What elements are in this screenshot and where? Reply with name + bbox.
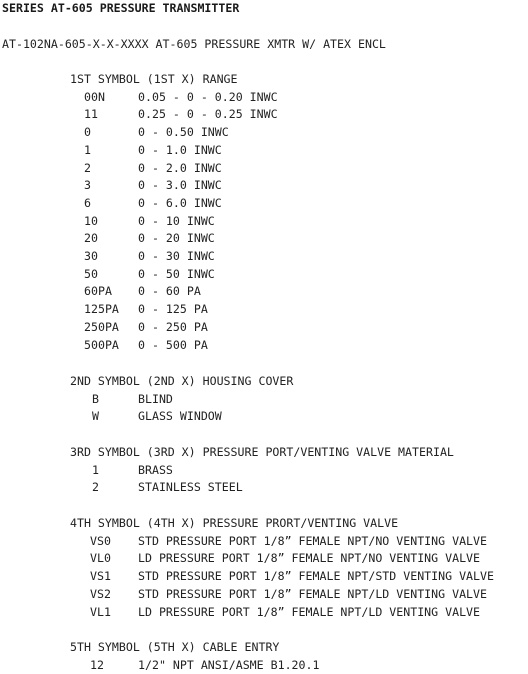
option-code: 30 [84,249,98,263]
option-code: 10 [84,213,98,228]
section-heading: 2ND SYMBOL (2ND X) HOUSING COVER [70,374,294,388]
option-description: LD PRESSURE PORT 1/8” FEMALE NPT/NO VENTING VALVE [138,551,481,566]
option-description: 0 - 500 PA [138,337,208,352]
option-description: STD PRESSURE PORT 1/8” FEMALE NPT/STD VENTING VALVE [138,569,494,584]
section-heading: 3RD SYMBOL (3RD X) PRESSURE PORT/VENTING VALVE MATERIAL [70,445,454,459]
section-heading: 5TH SYMBOL (5TH X) CABLE ENTRY [70,640,280,654]
section-heading: 4TH SYMBOL (4TH X) PRESSURE PRORT/VENTING VALVE [70,516,399,530]
option-description: LD PRESSURE PORT 1/8” FEMALE NPT/LD VENTING VALVE [138,604,481,619]
option-description: 0.25 - 0 - 0.25 INWC [138,107,278,122]
option-code: 12 [90,657,104,672]
option-description: 0 - 6.0 INWC [138,195,222,210]
option-description: 0 - 1.0 INWC [138,142,222,157]
document [0,1,528,672]
option-code: VL0 [90,551,111,566]
document-title: SERIES AT-605 PRESSURE TRANSMITTER [2,1,240,15]
option-description: GLASS WINDOW [138,409,222,424]
option-code: W [92,409,99,424]
option-code: 1 [92,462,99,477]
option-code: 20 [84,231,98,246]
option-code: VS2 [90,586,111,601]
option-code: 00N [84,89,105,104]
option-code: 6 [84,195,91,210]
option-description: 0 - 0.50 INWC [138,125,229,140]
option-description: 0 - 125 PA [138,302,208,317]
option-description: STD PRESSURE PORT 1/8” FEMALE NPT/NO VENTING VALVE [138,533,488,548]
option-description: 0 - 30 INWC [138,249,215,263]
option-code: 2 [92,480,99,495]
option-code: 250PA [84,319,119,334]
option-description: 0 - 3.0 INWC [138,178,222,193]
option-description: 0 - 2.0 INWC [138,160,222,175]
option-code: 50 [84,266,98,281]
option-description: 0 - 60 PA [138,284,201,299]
option-code: 11 [84,107,98,122]
option-code: VL1 [90,604,111,619]
option-description: 1/2" NPT ANSI/ASME B1.20.1 [138,657,320,672]
option-description: BRASS [138,462,173,477]
option-code: 125PA [84,302,119,317]
option-description: 0 - 20 INWC [138,231,215,246]
option-code: 1 [84,142,91,157]
option-description: BLIND [138,391,173,406]
option-code: 0 [84,125,91,140]
option-code: 500PA [84,337,119,352]
section-heading: 1ST SYMBOL (1ST X) RANGE [70,72,238,86]
option-description: 0 - 250 PA [138,319,208,334]
option-description: 0.05 - 0 - 0.20 INWC [138,89,278,104]
option-code: 3 [84,178,91,193]
option-description: 0 - 10 INWC [138,213,215,228]
option-code: 2 [84,160,91,175]
option-code: B [92,391,99,406]
option-description: STAINLESS STEEL [138,480,243,495]
option-description: STD PRESSURE PORT 1/8” FEMALE NPT/LD VENTING VALVE [138,586,488,601]
model-line: AT-102NA-605-X-X-XXXX AT-605 PRESSURE XMTR W/ ATEX ENCL [2,37,386,51]
option-code: VS0 [90,533,111,548]
option-description: 0 - 50 INWC [138,266,215,281]
option-code: VS1 [90,569,111,584]
option-code: 60PA [84,284,112,299]
